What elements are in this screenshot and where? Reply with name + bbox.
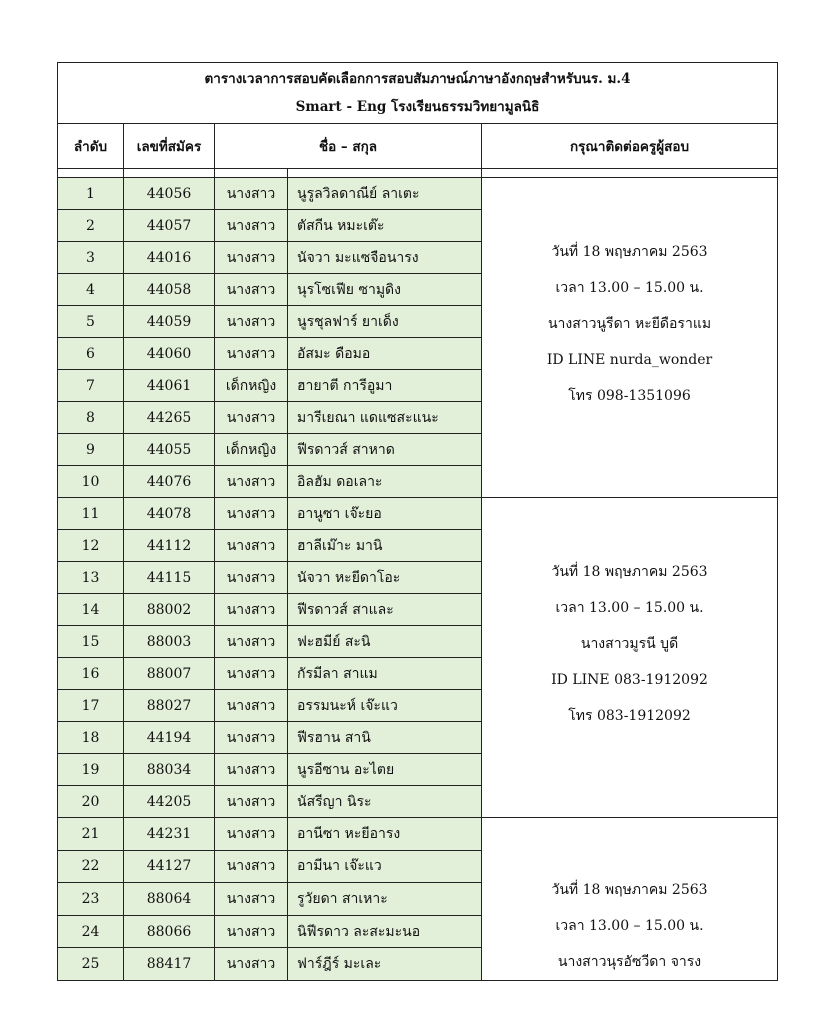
cell-applicant-no: 88007 [124, 658, 215, 690]
cell-prefix: นางสาว [215, 594, 288, 626]
cell-applicant-no: 44115 [124, 562, 215, 594]
cell-name: ฟีรดาวส์ สาและ [288, 594, 482, 626]
cell-name: อัสมะ ดือมอ [288, 338, 482, 370]
cell-no: 8 [58, 402, 124, 434]
cell-no: 14 [58, 594, 124, 626]
header-no: ลำดับ [58, 124, 124, 169]
cell-name: อรรมนะห์ เจ๊ะแว [288, 690, 482, 722]
cell-no: 18 [58, 722, 124, 754]
contact-cell [482, 498, 778, 818]
cell-prefix: นางสาว [215, 274, 288, 306]
cell-applicant-no: 44078 [124, 498, 215, 530]
cell-applicant-no: 88027 [124, 690, 215, 722]
cell-prefix: นางสาว [215, 498, 288, 530]
cell-prefix: นางสาว [215, 530, 288, 562]
cell-applicant-no: 88066 [124, 915, 215, 948]
cell-no: 7 [58, 370, 124, 402]
cell-prefix: นางสาว [215, 306, 288, 338]
cell-prefix: นางสาว [215, 466, 288, 498]
cell-prefix: นางสาว [215, 562, 288, 594]
schedule-table [57, 62, 778, 981]
cell-applicant-no: 88034 [124, 754, 215, 786]
cell-name: กัรมีลา สาแม [288, 658, 482, 690]
contact-line: โทร 098-1351096 [568, 388, 691, 404]
contact-line: ID LINE nurda_wonder [546, 352, 713, 368]
table-row [58, 498, 778, 530]
cell-name: มารีเยณา แดแซสะแนะ [288, 402, 482, 434]
cell-name: นูรชุลฟาร์ ยาเด็ง [288, 306, 482, 338]
cell-no: 25 [58, 948, 124, 981]
cell-applicant-no: 44016 [124, 242, 215, 274]
cell-applicant-no: 44127 [124, 850, 215, 883]
cell-prefix: นางสาว [215, 883, 288, 916]
cell-no: 10 [58, 466, 124, 498]
cell-applicant-no: 88002 [124, 594, 215, 626]
cell-name: ฟีรดาวส์ สาหาด [288, 434, 482, 466]
table-row [58, 178, 778, 210]
cell-prefix: นางสาว [215, 402, 288, 434]
cell-applicant-no: 44058 [124, 274, 215, 306]
cell-prefix: เด็กหญิง [215, 434, 288, 466]
cell-applicant-no: 44265 [124, 402, 215, 434]
cell-no: 4 [58, 274, 124, 306]
cell-applicant-no: 44205 [124, 786, 215, 818]
cell-no: 5 [58, 306, 124, 338]
cell-name: อานูซา เจ๊ะยอ [288, 498, 482, 530]
cell-no: 2 [58, 210, 124, 242]
contact-cell [482, 818, 778, 981]
cell-name: ฟะฮมีย์ สะนิ [288, 626, 482, 658]
cell-no: 6 [58, 338, 124, 370]
cell-no: 19 [58, 754, 124, 786]
cell-no: 1 [58, 178, 124, 210]
cell-prefix: นางสาว [215, 850, 288, 883]
cell-applicant-no: 44055 [124, 434, 215, 466]
cell-no: 20 [58, 786, 124, 818]
cell-applicant-no: 44057 [124, 210, 215, 242]
header-name: ชื่อ – สกุล [215, 124, 482, 169]
cell-no: 3 [58, 242, 124, 274]
cell-prefix: นางสาว [215, 178, 288, 210]
cell-prefix: นางสาว [215, 722, 288, 754]
cell-applicant-no: 44060 [124, 338, 215, 370]
cell-name: อานีซา หะยีอารง [288, 818, 482, 851]
header-applicant-no: เลขที่สมัคร [124, 124, 215, 169]
cell-no: 13 [58, 562, 124, 594]
cell-name: นุรโซเฟีย ซามูดิง [288, 274, 482, 306]
cell-no: 11 [58, 498, 124, 530]
contact-line: นางสาวมูรนี บูดี [580, 636, 679, 652]
cell-no: 17 [58, 690, 124, 722]
table-row [58, 818, 778, 851]
cell-no: 23 [58, 883, 124, 916]
contact-cell [482, 178, 778, 498]
contact-line: วันที่ 18 พฤษภาคม 2563 [551, 882, 708, 898]
title-line-1: ตารางเวลาการสอบคัดเลือกการสอบสัมภาษณ์ภาษาอังกฤษสำหรับนร. ม.4 [204, 71, 631, 87]
cell-prefix: นางสาว [215, 210, 288, 242]
contact-line: วันที่ 18 พฤษภาคม 2563 [551, 244, 708, 260]
cell-no: 21 [58, 818, 124, 851]
contact-line: โทร 083-1912092 [568, 708, 691, 724]
cell-prefix: เด็กหญิง [215, 370, 288, 402]
cell-name: นิฟีรดาว ละสะมะนอ [288, 915, 482, 948]
cell-prefix: นางสาว [215, 658, 288, 690]
cell-applicant-no: 88064 [124, 883, 215, 916]
cell-name: นัจวา หะยีดาโอะ [288, 562, 482, 594]
cell-prefix: นางสาว [215, 818, 288, 851]
cell-prefix: นางสาว [215, 786, 288, 818]
contact-line: ID LINE 083-1912092 [551, 672, 708, 688]
cell-no: 15 [58, 626, 124, 658]
spacer-row [58, 169, 778, 178]
cell-prefix: นางสาว [215, 338, 288, 370]
cell-name: นัจวา มะแซจือนารง [288, 242, 482, 274]
cell-applicant-no: 44056 [124, 178, 215, 210]
cell-prefix: นางสาว [215, 915, 288, 948]
cell-prefix: นางสาว [215, 242, 288, 274]
cell-applicant-no: 44231 [124, 818, 215, 851]
cell-name: ฟาร์ฎีร์ มะเละ [288, 948, 482, 981]
cell-name: ฮายาตี การีอูมา [288, 370, 482, 402]
cell-no: 16 [58, 658, 124, 690]
cell-name: ฮาลีเม๊าะ มานิ [288, 530, 482, 562]
cell-prefix: นางสาว [215, 690, 288, 722]
cell-applicant-no: 44061 [124, 370, 215, 402]
cell-name: ตัสกีน หมะเต๊ะ [288, 210, 482, 242]
title-line-2: Smart - Eng โรงเรียนธรรมวิทยามูลนิธิ [295, 99, 540, 115]
cell-name: นัสรีญา นิระ [288, 786, 482, 818]
cell-prefix: นางสาว [215, 754, 288, 786]
cell-no: 22 [58, 850, 124, 883]
cell-no: 24 [58, 915, 124, 948]
cell-applicant-no: 44076 [124, 466, 215, 498]
cell-prefix: นางสาว [215, 626, 288, 658]
contact-line: เวลา 13.00 – 15.00 น. [555, 600, 704, 616]
cell-prefix: นางสาว [215, 948, 288, 981]
cell-name: นูรูลวิลดาณีย์ ลาเตะ [288, 178, 482, 210]
contact-line: เวลา 13.00 – 15.00 น. [555, 280, 704, 296]
contact-line: นางสาวนุรอัซวีดา จารง [557, 954, 702, 970]
cell-name: อามีนา เจ๊ะแว [288, 850, 482, 883]
contact-line: วันที่ 18 พฤษภาคม 2563 [551, 564, 708, 580]
cell-name: ฟีรฮาน สานิ [288, 722, 482, 754]
cell-no: 12 [58, 530, 124, 562]
cell-applicant-no: 44194 [124, 722, 215, 754]
cell-name: นูรอีซาน อะไตย [288, 754, 482, 786]
cell-no: 9 [58, 434, 124, 466]
header-contact: กรุณาติดต่อครูผู้สอบ [482, 124, 778, 169]
cell-applicant-no: 88417 [124, 948, 215, 981]
cell-name: อิลฮัม ดอเลาะ [288, 466, 482, 498]
cell-name: รูวัยดา สาเหาะ [288, 883, 482, 916]
contact-line: เวลา 13.00 – 15.00 น. [555, 918, 704, 934]
cell-applicant-no: 44059 [124, 306, 215, 338]
contact-line: นางสาวนูรีดา หะยีดือราแม [547, 316, 712, 332]
cell-applicant-no: 88003 [124, 626, 215, 658]
table-title [58, 63, 778, 124]
cell-applicant-no: 44112 [124, 530, 215, 562]
